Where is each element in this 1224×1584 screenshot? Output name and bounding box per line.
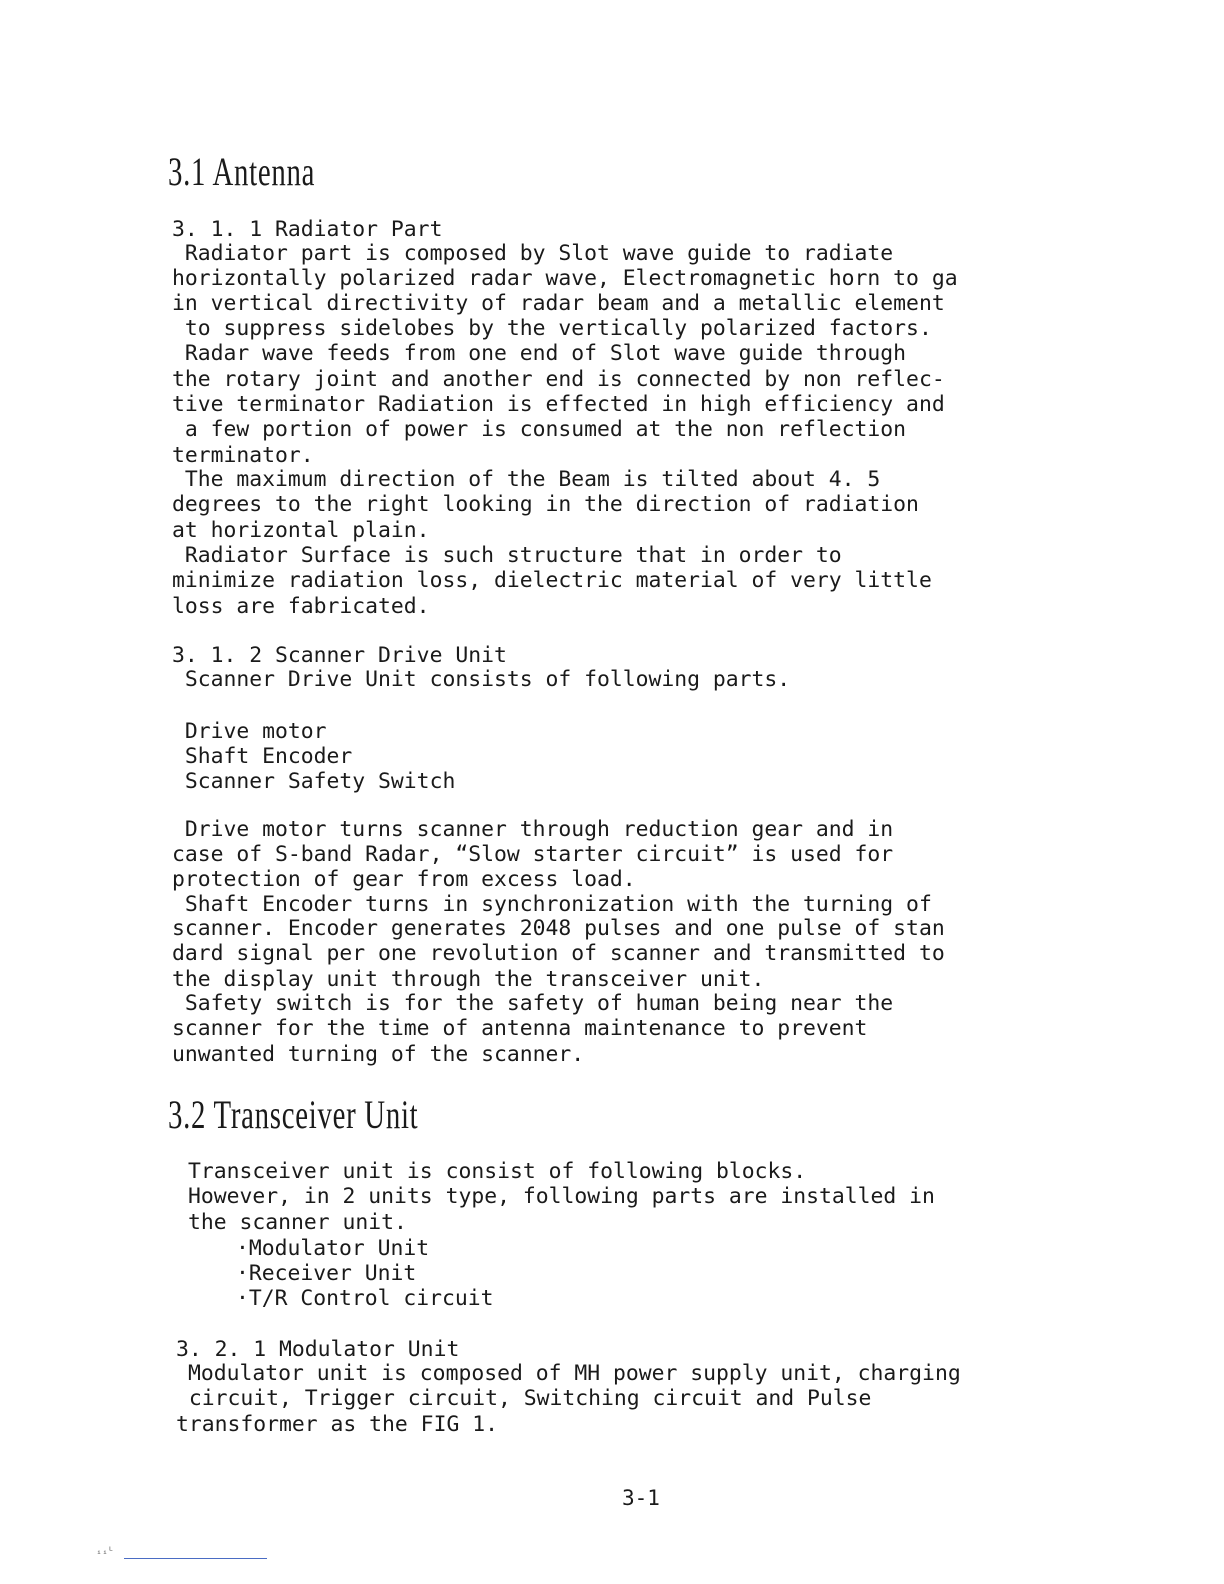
subsection-title-radiator-part: 3. 1. 1 Radiator Part bbox=[172, 217, 443, 242]
section-heading-transceiver-unit: 3.2 Transceiver Unit bbox=[168, 1092, 419, 1137]
list-item: ·Receiver Unit bbox=[236, 1261, 417, 1286]
paragraph-line: Scanner Drive Unit consists of following parts. bbox=[172, 667, 791, 692]
page-number: 3-1 bbox=[622, 1486, 660, 1510]
paragraph-line: Safety switch is for the safety of human being near the bbox=[172, 991, 894, 1016]
paragraph-line: to suppress sidelobes by the vertically polarized factors. bbox=[172, 316, 932, 341]
section-heading-antenna: 3.1 Antenna bbox=[168, 149, 316, 194]
paragraph-line: However, in 2 units type, following parts are installed in bbox=[188, 1184, 935, 1209]
footer-rule bbox=[124, 1558, 267, 1559]
paragraph-line: loss are fabricated. bbox=[172, 594, 430, 619]
paragraph-line: The maximum direction of the Beam is tilted about 4. 5 bbox=[172, 467, 881, 492]
paragraph-line: terminator. bbox=[172, 443, 314, 468]
paragraph-line: at horizontal plain. bbox=[172, 518, 430, 543]
paragraph-line: Drive motor turns scanner through reduction gear and in bbox=[172, 817, 894, 842]
paragraph-line: degrees to the right looking in the direction of radiation bbox=[172, 492, 919, 517]
list-item: Drive motor bbox=[172, 719, 327, 744]
paragraph-line: in vertical directivity of radar beam and a metallic element bbox=[172, 291, 945, 316]
corner-mark: ᵢᵢᴸ bbox=[96, 1546, 115, 1557]
paragraph-line: Shaft Encoder turns in synchronization with the turning of bbox=[172, 892, 932, 917]
list-item: ·T/R Control circuit bbox=[236, 1286, 494, 1311]
paragraph-line: scanner. Encoder generates 2048 pulses and one pulse of stan bbox=[172, 916, 945, 941]
paragraph-line: scanner for the time of antenna maintenance to prevent bbox=[172, 1016, 868, 1041]
subsection-title-scanner-drive-unit: 3. 1. 2 Scanner Drive Unit bbox=[172, 643, 507, 668]
paragraph-line: Modulator unit is composed of MH power supply unit, charging bbox=[188, 1361, 961, 1386]
paragraph-line: transformer as the FIG 1. bbox=[176, 1412, 498, 1437]
paragraph-line: a few portion of power is consumed at the non reflection bbox=[172, 417, 907, 442]
list-item: Scanner Safety Switch bbox=[172, 769, 456, 794]
paragraph-line: circuit, Trigger circuit, Switching circuit and Pulse bbox=[176, 1386, 872, 1411]
paragraph-line: dard signal per one revolution of scanner and transmitted to bbox=[172, 941, 945, 966]
paragraph-line: protection of gear from excess load. bbox=[172, 867, 636, 892]
paragraph-line: case of S-band Radar, “Slow starter circuit” is used for bbox=[172, 842, 894, 867]
paragraph-line: Radiator part is composed by Slot wave guide to radiate bbox=[172, 241, 894, 266]
paragraph-line: Radiator Surface is such structure that in order to bbox=[172, 543, 842, 568]
paragraph-line: horizontally polarized radar wave, Electromagnetic horn to ga bbox=[172, 266, 958, 291]
paragraph-line: minimize radiation loss, dielectric material of very little bbox=[172, 568, 932, 593]
paragraph-line: tive terminator Radiation is effected in high efficiency and bbox=[172, 392, 945, 417]
paragraph-line: Transceiver unit is consist of following blocks. bbox=[188, 1159, 807, 1184]
list-item: Shaft Encoder bbox=[172, 744, 353, 769]
paragraph-line: the scanner unit. bbox=[188, 1210, 407, 1235]
paragraph-line: the display unit through the transceiver unit. bbox=[172, 967, 765, 992]
paragraph-line: the rotary joint and another end is connected by non reflec- bbox=[172, 367, 945, 392]
paragraph-line: unwanted turning of the scanner. bbox=[172, 1042, 585, 1067]
subsection-title-modulator-unit: 3. 2. 1 Modulator Unit bbox=[176, 1337, 460, 1362]
paragraph-line: Radar wave feeds from one end of Slot wave guide through bbox=[172, 341, 907, 366]
list-item: ·Modulator Unit bbox=[236, 1236, 430, 1261]
